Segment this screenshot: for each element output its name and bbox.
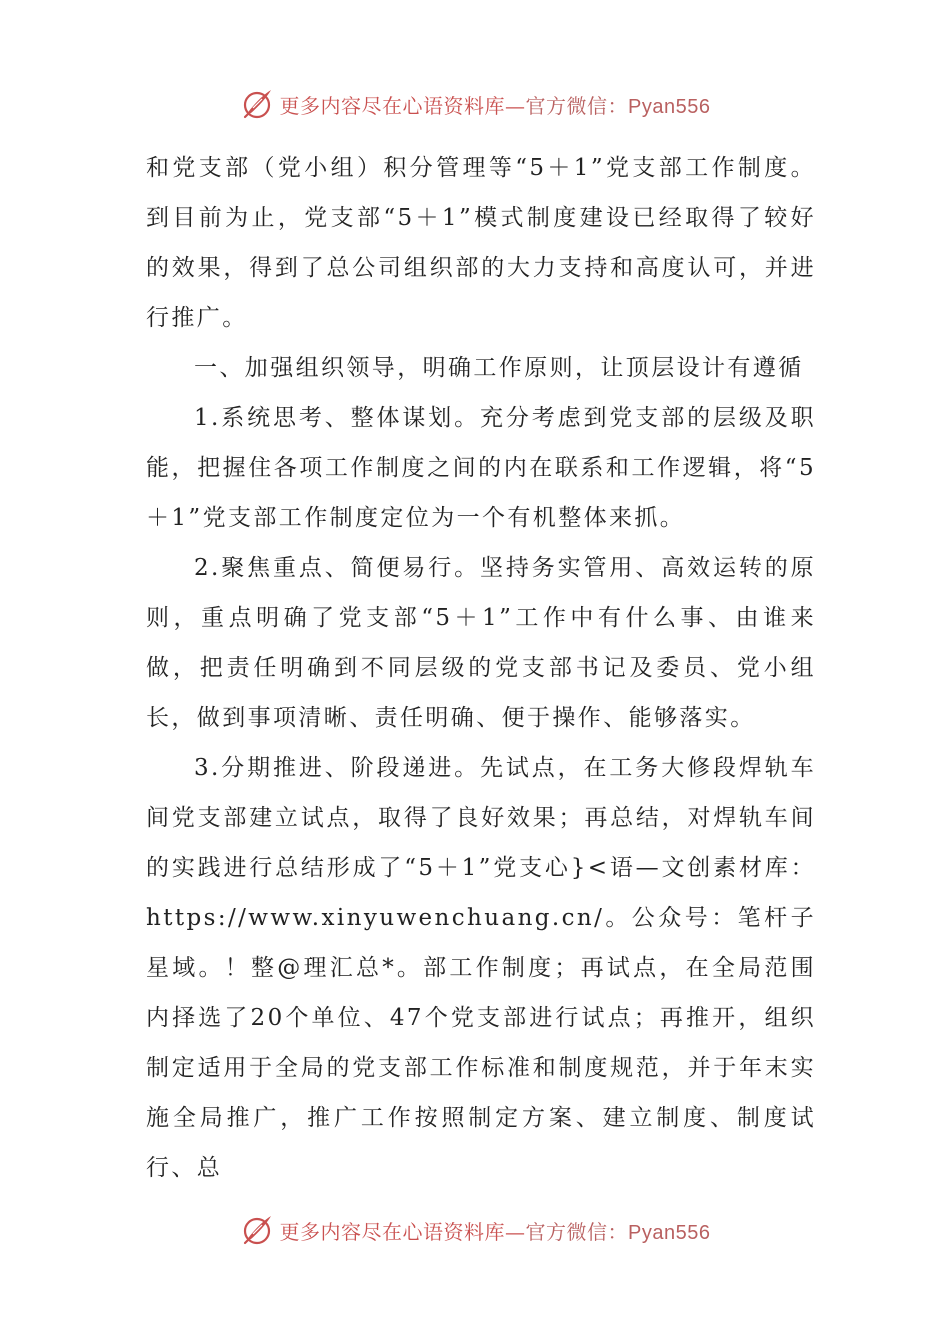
footer-separator: — xyxy=(505,1219,526,1244)
header-banner xyxy=(0,84,950,124)
footer-banner-text xyxy=(280,1216,711,1245)
footer-banner xyxy=(0,1210,950,1250)
quill-pen-circle-icon xyxy=(240,1213,274,1247)
footer-wechat: 官方微信：Pyan556 xyxy=(525,1221,711,1244)
header-banner-text xyxy=(280,90,711,119)
header-banner-inner xyxy=(240,87,711,121)
footer-banner-inner xyxy=(240,1213,711,1247)
paragraph-item-1: 1.系统思考、整体谋划。充分考虑到党支部的层级及职能，把握住各项工作制度之间的内在联系和工作逻辑，将“5＋1”党支部工作制度定位为一个有机整体来抓。 xyxy=(146,405,816,531)
paragraph-item-3: 3.分期推进、阶段递进。先试点，在工务大修段焊轨车间党支部建立试点，取得了良好效果；再总结，对焊轨车间的实践进行总结形成了“5＋1”党支心}<语—文创素材库：https://www.xinyuwenchuang.cn/。公众号：笔杆子星域。！整@理汇总*。部工作制度；再试点，在全局范围内择选了20个单位、47个党支部进行试点；再推开，组织制定适用于全局的党支部工作标准和制度规范，并于年末实施全局推广，推广工作按照制定方案、建立制度、制度试行、总 xyxy=(146,755,816,1181)
quill-pen-circle-icon xyxy=(240,87,274,121)
document-body xyxy=(146,143,816,1193)
section-heading: 一、加强组织领导，明确工作原则，让顶层设计有遵循 xyxy=(194,355,804,381)
paragraph-1: 和党支部（党小组）积分管理等“5＋1”党支部工作制度。到目前为止，党支部“5＋1”模式制度建设已经取得了较好的效果，得到了总公司组织部的大力支持和高度认可，并进行推广。 xyxy=(146,155,816,331)
header-wechat: 官方微信：Pyan556 xyxy=(525,95,711,118)
paragraph-item-2: 2.聚焦重点、简便易行。坚持务实管用、高效运转的原则，重点明确了党支部“5＋1”工作中有什么事、由谁来做，把责任明确到不同层级的党支部书记及委员、党小组长，做到事项清晰、责任明确、便于操作、能够落实。 xyxy=(146,555,816,731)
header-brand: 更多内容尽在心语资料库 xyxy=(279,93,506,118)
footer-brand: 更多内容尽在心语资料库 xyxy=(279,1219,506,1244)
header-separator: — xyxy=(505,93,526,118)
